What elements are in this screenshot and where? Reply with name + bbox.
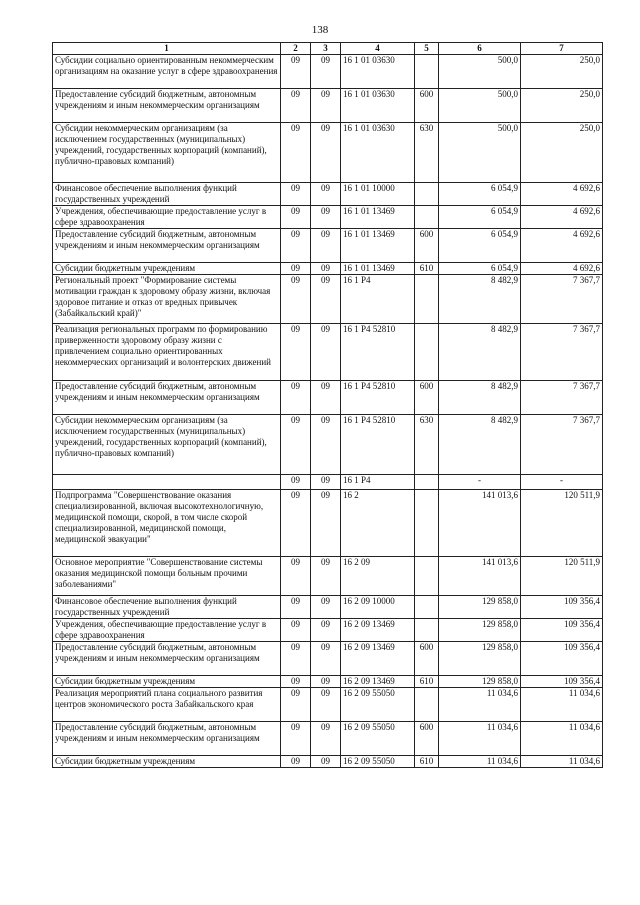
table-row	[53, 381, 603, 415]
amount-year2-cell: 4 692,6	[521, 206, 603, 229]
subsection-code-cell: 09	[311, 89, 341, 123]
expense-type-cell: 630	[415, 415, 439, 475]
target-article-cell: 16 1 01 13469	[341, 206, 415, 229]
table-row	[53, 676, 603, 688]
amount-year1-cell: 141 013,6	[439, 490, 521, 557]
section-code-cell: 09	[281, 415, 311, 475]
amount-year2-cell: 7 367,7	[521, 324, 603, 381]
target-article-cell: 16 1 Р4 52810	[341, 381, 415, 415]
section-code-cell: 09	[281, 642, 311, 676]
amount-year1-cell: -	[439, 475, 521, 490]
item-name-cell: Субсидии бюджетным учреждениям	[53, 263, 281, 275]
section-code-cell: 09	[281, 381, 311, 415]
section-code-cell: 09	[281, 722, 311, 756]
amount-year2-cell: -	[521, 475, 603, 490]
item-name-cell: Предоставление субсидий бюджетным, автономным учреждениям и иным некоммерческим организациям	[53, 381, 281, 415]
item-name-cell: Подпрограмма "Совершенствование оказания специализированной, включая высокотехнологичную, медицинской помощи, скорой, в том числе скорой специализированной, медицинской помощи, медицинской эвакуации"	[53, 490, 281, 557]
item-name-cell: Финансовое обеспечение выполнения функций государственных учреждений	[53, 596, 281, 619]
amount-year1-cell: 500,0	[439, 55, 521, 89]
expense-type-cell: 630	[415, 123, 439, 183]
amount-year1-cell: 500,0	[439, 123, 521, 183]
amount-year1-cell: 129 858,0	[439, 642, 521, 676]
target-article-cell: 16 2	[341, 490, 415, 557]
target-article-cell: 16 1 01 03630	[341, 123, 415, 183]
target-article-cell: 16 1 Р4	[341, 475, 415, 490]
table-row	[53, 206, 603, 229]
item-name-cell: Финансовое обеспечение выполнения функций государственных учреждений	[53, 183, 281, 206]
subsection-code-cell: 09	[311, 381, 341, 415]
expense-type-cell	[415, 490, 439, 557]
expense-type-cell	[415, 206, 439, 229]
section-code-cell: 09	[281, 688, 311, 722]
amount-year1-cell: 500,0	[439, 89, 521, 123]
subsection-code-cell: 09	[311, 415, 341, 475]
expense-type-cell	[415, 688, 439, 722]
target-article-cell: 16 2 09 13469	[341, 619, 415, 642]
table-row	[53, 688, 603, 722]
section-code-cell: 09	[281, 490, 311, 557]
subsection-code-cell: 09	[311, 756, 341, 768]
subsection-code-cell: 09	[311, 324, 341, 381]
expense-type-cell: 600	[415, 381, 439, 415]
subsection-code-cell: 09	[311, 123, 341, 183]
subsection-code-cell: 09	[311, 229, 341, 263]
target-article-cell: 16 2 09 13469	[341, 642, 415, 676]
expense-type-cell: 600	[415, 229, 439, 263]
subsection-code-cell: 09	[311, 642, 341, 676]
amount-year1-cell: 6 054,9	[439, 183, 521, 206]
amount-year1-cell: 11 034,6	[439, 722, 521, 756]
amount-year1-cell: 8 482,9	[439, 324, 521, 381]
target-article-cell: 16 1 01 13469	[341, 229, 415, 263]
table-row	[53, 89, 603, 123]
table-row	[53, 263, 603, 275]
expense-type-cell	[415, 475, 439, 490]
table-row	[53, 123, 603, 183]
target-article-cell: 16 2 09 13469	[341, 676, 415, 688]
section-code-cell: 09	[281, 557, 311, 596]
subsection-code-cell: 09	[311, 722, 341, 756]
expense-type-cell: 610	[415, 676, 439, 688]
table-row	[53, 619, 603, 642]
amount-year1-cell: 6 054,9	[439, 206, 521, 229]
table-row	[53, 183, 603, 206]
table-row	[53, 55, 603, 89]
column-header: 2	[281, 43, 311, 55]
column-header: 5	[415, 43, 439, 55]
table-row	[53, 415, 603, 475]
section-code-cell: 09	[281, 756, 311, 768]
amount-year2-cell: 109 356,4	[521, 676, 603, 688]
target-article-cell: 16 1 Р4 52810	[341, 415, 415, 475]
subsection-code-cell: 09	[311, 55, 341, 89]
item-name-cell: Субсидии некоммерческим организациям (за исключением государственных (муниципальных) учреждений, государственных корпораций (компаний), публично-правовых компаний)	[53, 415, 281, 475]
item-name-cell: Реализация региональных программ по формированию приверженности здоровому образу жизни с привлечением социально ориентированных некоммерческих организаций и волонтерских движений	[53, 324, 281, 381]
table-row	[53, 324, 603, 381]
amount-year2-cell: 120 511,9	[521, 557, 603, 596]
subsection-code-cell: 09	[311, 688, 341, 722]
expense-type-cell	[415, 55, 439, 89]
column-header: 6	[439, 43, 521, 55]
item-name-cell	[53, 475, 281, 490]
amount-year2-cell: 7 367,7	[521, 381, 603, 415]
item-name-cell: Предоставление субсидий бюджетным, автономным учреждениям и иным некоммерческим организациям	[53, 89, 281, 123]
column-header: 3	[311, 43, 341, 55]
subsection-code-cell: 09	[311, 475, 341, 490]
target-article-cell: 16 2 09 55050	[341, 722, 415, 756]
amount-year2-cell: 11 034,6	[521, 722, 603, 756]
table-row	[53, 229, 603, 263]
section-code-cell: 09	[281, 596, 311, 619]
subsection-code-cell: 09	[311, 557, 341, 596]
amount-year1-cell: 129 858,0	[439, 619, 521, 642]
section-code-cell: 09	[281, 475, 311, 490]
amount-year1-cell: 11 034,6	[439, 688, 521, 722]
amount-year2-cell: 7 367,7	[521, 275, 603, 324]
item-name-cell: Предоставление субсидий бюджетным, автономным учреждениям и иным некоммерческим организациям	[53, 642, 281, 676]
amount-year1-cell: 129 858,0	[439, 596, 521, 619]
amount-year1-cell: 8 482,9	[439, 381, 521, 415]
section-code-cell: 09	[281, 123, 311, 183]
subsection-code-cell: 09	[311, 490, 341, 557]
amount-year2-cell: 109 356,4	[521, 642, 603, 676]
table-row	[53, 475, 603, 490]
amount-year1-cell: 6 054,9	[439, 263, 521, 275]
expense-type-cell	[415, 275, 439, 324]
expense-type-cell: 600	[415, 642, 439, 676]
amount-year2-cell: 11 034,6	[521, 688, 603, 722]
budget-table	[52, 42, 603, 768]
expense-type-cell	[415, 324, 439, 381]
section-code-cell: 09	[281, 89, 311, 123]
target-article-cell: 16 2 09 55050	[341, 756, 415, 768]
table-body	[53, 55, 603, 768]
item-name-cell: Субсидии бюджетным учреждениям	[53, 756, 281, 768]
section-code-cell: 09	[281, 676, 311, 688]
target-article-cell: 16 2 09	[341, 557, 415, 596]
target-article-cell: 16 1 01 13469	[341, 263, 415, 275]
table-row	[53, 557, 603, 596]
section-code-cell: 09	[281, 324, 311, 381]
table-row	[53, 275, 603, 324]
target-article-cell: 16 1 01 03630	[341, 89, 415, 123]
amount-year2-cell: 120 511,9	[521, 490, 603, 557]
subsection-code-cell: 09	[311, 619, 341, 642]
item-name-cell: Предоставление субсидий бюджетным, автономным учреждениям и иным некоммерческим организациям	[53, 722, 281, 756]
amount-year1-cell: 11 034,6	[439, 756, 521, 768]
item-name-cell: Субсидии бюджетным учреждениям	[53, 676, 281, 688]
expense-type-cell	[415, 183, 439, 206]
table-row	[53, 756, 603, 768]
section-code-cell: 09	[281, 183, 311, 206]
expense-type-cell: 600	[415, 722, 439, 756]
section-code-cell: 09	[281, 206, 311, 229]
table-row	[53, 642, 603, 676]
amount-year1-cell: 141 013,6	[439, 557, 521, 596]
amount-year1-cell: 8 482,9	[439, 275, 521, 324]
subsection-code-cell: 09	[311, 596, 341, 619]
item-name-cell: Предоставление субсидий бюджетным, автономным учреждениям и иным некоммерческим организациям	[53, 229, 281, 263]
column-header: 4	[341, 43, 415, 55]
item-name-cell: Основное мероприятие "Совершенствование системы оказания медицинской помощи больным прочими заболеваниями"	[53, 557, 281, 596]
expense-type-cell	[415, 619, 439, 642]
section-code-cell: 09	[281, 229, 311, 263]
section-code-cell: 09	[281, 275, 311, 324]
section-code-cell: 09	[281, 55, 311, 89]
target-article-cell: 16 1 01 03630	[341, 55, 415, 89]
subsection-code-cell: 09	[311, 275, 341, 324]
item-name-cell: Субсидии социально ориентированным некоммерческим организациям на оказание услуг в сфере здравоохранения	[53, 55, 281, 89]
subsection-code-cell: 09	[311, 676, 341, 688]
expense-type-cell: 610	[415, 263, 439, 275]
subsection-code-cell: 09	[311, 263, 341, 275]
item-name-cell: Региональный проект "Формирование системы мотивации граждан к здоровому образу жизни, включая здоровое питание и отказ от вредных привычек (Забайкальский край)"	[53, 275, 281, 324]
table-header-row	[53, 43, 603, 55]
item-name-cell: Учреждения, обеспечивающие предоставление услуг в сфере здравоохранения	[53, 619, 281, 642]
amount-year2-cell: 109 356,4	[521, 596, 603, 619]
amount-year2-cell: 250,0	[521, 89, 603, 123]
target-article-cell: 16 1 Р4	[341, 275, 415, 324]
amount-year2-cell: 250,0	[521, 123, 603, 183]
item-name-cell: Реализация мероприятий плана социального развития центров экономического роста Забайкальского края	[53, 688, 281, 722]
expense-type-cell: 600	[415, 89, 439, 123]
target-article-cell: 16 2 09 55050	[341, 688, 415, 722]
expense-type-cell	[415, 557, 439, 596]
subsection-code-cell: 09	[311, 206, 341, 229]
table-row	[53, 596, 603, 619]
target-article-cell: 16 1 01 10000	[341, 183, 415, 206]
item-name-cell: Субсидии некоммерческим организациям (за исключением государственных (муниципальных) учреждений, государственных корпораций (компаний), публично-правовых компаний)	[53, 123, 281, 183]
amount-year2-cell: 4 692,6	[521, 263, 603, 275]
amount-year2-cell: 4 692,6	[521, 229, 603, 263]
column-header: 1	[53, 43, 281, 55]
column-header: 7	[521, 43, 603, 55]
amount-year1-cell: 6 054,9	[439, 229, 521, 263]
section-code-cell: 09	[281, 619, 311, 642]
expense-type-cell: 610	[415, 756, 439, 768]
section-code-cell: 09	[281, 263, 311, 275]
amount-year2-cell: 109 356,4	[521, 619, 603, 642]
amount-year2-cell: 11 034,6	[521, 756, 603, 768]
target-article-cell: 16 1 Р4 52810	[341, 324, 415, 381]
target-article-cell: 16 2 09 10000	[341, 596, 415, 619]
amount-year2-cell: 250,0	[521, 55, 603, 89]
subsection-code-cell: 09	[311, 183, 341, 206]
expense-type-cell	[415, 596, 439, 619]
amount-year1-cell: 129 858,0	[439, 676, 521, 688]
amount-year2-cell: 7 367,7	[521, 415, 603, 475]
table-row	[53, 490, 603, 557]
item-name-cell: Учреждения, обеспечивающие предоставление услуг в сфере здравоохранения	[53, 206, 281, 229]
amount-year2-cell: 4 692,6	[521, 183, 603, 206]
table-row	[53, 722, 603, 756]
amount-year1-cell: 8 482,9	[439, 415, 521, 475]
page-number: 138	[311, 24, 329, 36]
